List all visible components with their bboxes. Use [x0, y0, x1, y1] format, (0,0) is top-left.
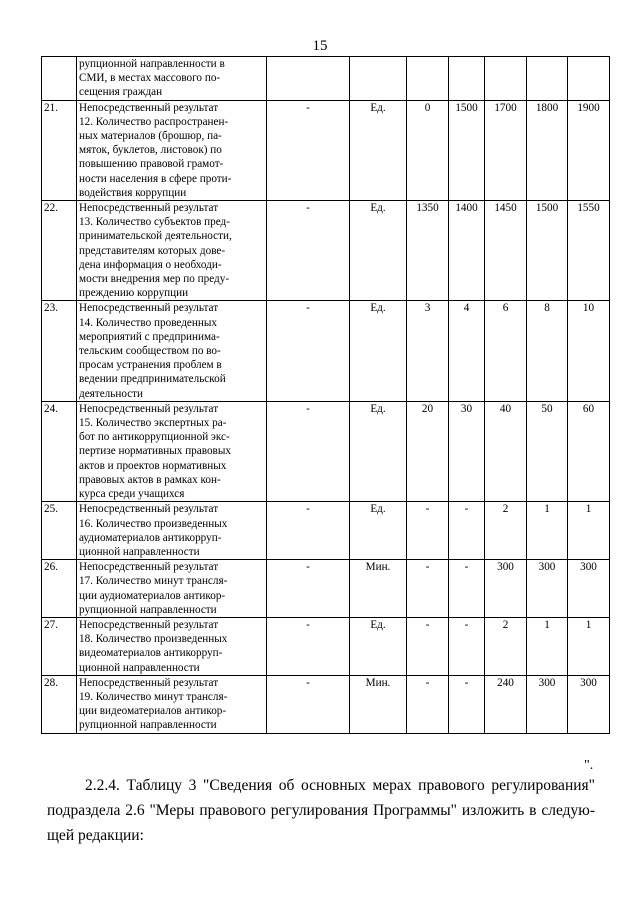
value-cell: 4: [449, 301, 485, 401]
dash-cell: -: [267, 502, 350, 560]
value-cell: 1: [527, 502, 568, 560]
value-cell: 300: [485, 560, 527, 618]
dash-cell: [267, 57, 350, 101]
description-line: преждению коррупции: [79, 287, 189, 300]
value-cell: -: [449, 617, 485, 675]
description-line: СМИ, в местах массового по-: [79, 72, 221, 85]
description-line: бот по антикоррупционной экс-: [79, 431, 230, 444]
value-cell: 1: [568, 502, 610, 560]
value-cell: 300: [568, 675, 610, 733]
description-line: аудиоматериалов антикорруп-: [79, 531, 222, 544]
description-line: тельским сообществом по во-: [79, 345, 221, 358]
description-line: 13. Количество субъектов пред-: [79, 216, 230, 229]
value-cell: 1: [527, 617, 568, 675]
value-cell: 1: [568, 617, 610, 675]
unit-cell: [350, 57, 407, 101]
description-line: 12. Количество распространен-: [79, 115, 229, 128]
value-cell: -: [449, 675, 485, 733]
dash-cell: -: [267, 201, 350, 301]
unit-cell: Ед.: [350, 502, 407, 560]
value-cell: 240: [485, 675, 527, 733]
value-cell: [407, 57, 449, 101]
value-cell: -: [407, 675, 449, 733]
description-line: 16. Количество произведенных: [79, 517, 228, 530]
value-cell: -: [449, 502, 485, 560]
description-line: 17. Количество минут трансля-: [79, 575, 228, 588]
table-row: [42, 57, 610, 101]
value-cell: [449, 57, 485, 101]
row-number: [42, 57, 77, 101]
value-cell: [485, 57, 527, 101]
description-line: ведении предпринимательской: [79, 373, 226, 386]
description-line: Непосредственный результат: [79, 561, 219, 574]
description-line: ных материалов (брошюр, па-: [79, 130, 222, 143]
value-cell: 1400: [449, 201, 485, 301]
description-line: 18. Количество произведенных: [79, 633, 228, 646]
description-line: представителям которых дове-: [79, 244, 226, 257]
value-cell: 6: [485, 301, 527, 401]
dash-cell: -: [267, 617, 350, 675]
value-cell: 1900: [568, 100, 610, 200]
description-line: курса среди учащихся: [79, 488, 185, 501]
value-cell: 0: [407, 100, 449, 200]
description-line: деятельности: [79, 387, 144, 400]
value-cell: 20: [407, 401, 449, 501]
dash-cell: -: [267, 100, 350, 200]
row-number: 26.: [42, 560, 77, 618]
value-cell: [568, 57, 610, 101]
description-line: ции аудиоматериалов антикор-: [79, 589, 226, 602]
description-line: Непосредственный результат: [79, 202, 219, 215]
value-cell: 300: [568, 560, 610, 618]
unit-cell: Ед.: [350, 401, 407, 501]
table-row: [42, 617, 610, 675]
description-line: актов и проектов нормативных: [79, 459, 227, 472]
value-cell: 300: [527, 560, 568, 618]
description-line: Непосредственный результат: [79, 101, 219, 114]
value-cell: 2: [485, 617, 527, 675]
description-line: Непосредственный результат: [79, 618, 219, 631]
description-line: рупционной направленности: [79, 719, 217, 732]
description-line: сещения граждан: [79, 86, 163, 99]
description-line: просам устранения проблем в: [79, 359, 222, 372]
result-description: [77, 301, 267, 401]
description-line: ции видеоматериалов антикор-: [79, 705, 227, 718]
result-description: [77, 401, 267, 501]
description-line: принимательской деятельности,: [79, 230, 232, 243]
value-cell: 1550: [568, 201, 610, 301]
value-cell: 10: [568, 301, 610, 401]
unit-cell: Ед.: [350, 201, 407, 301]
unit-cell: Ед.: [350, 617, 407, 675]
dash-cell: -: [267, 301, 350, 401]
table-row: [42, 301, 610, 401]
value-cell: 3: [407, 301, 449, 401]
results-table: [41, 56, 610, 734]
description-line: Непосредственный результат: [79, 302, 219, 315]
value-cell: 1800: [527, 100, 568, 200]
description-line: ционной направленности: [79, 545, 200, 558]
description-line: Непосредственный результат: [79, 676, 219, 689]
dash-cell: -: [267, 675, 350, 733]
value-cell: 1350: [407, 201, 449, 301]
unit-cell: Ед.: [350, 100, 407, 200]
description-line: водействия коррупции: [79, 186, 187, 199]
description-line: рупционной направленности: [79, 603, 217, 616]
table-row: [42, 100, 610, 200]
description-line: дена информация о необходи-: [79, 258, 222, 271]
description-line: повышению правовой грамот-: [79, 158, 224, 171]
description-line: мероприятий с предпринима-: [79, 330, 220, 343]
description-line: мости внедрения мер по преду-: [79, 273, 230, 286]
value-cell: 1500: [449, 100, 485, 200]
result-description: [77, 201, 267, 301]
description-line: ционной направленности: [79, 661, 200, 674]
value-cell: 1450: [485, 201, 527, 301]
description-line: Непосредственный результат: [79, 503, 219, 516]
description-line: видеоматериалов антикорруп-: [79, 647, 223, 660]
closing-quote: ".: [584, 758, 594, 773]
table-row: [42, 401, 610, 501]
result-description: [77, 560, 267, 618]
value-cell: 2: [485, 502, 527, 560]
row-number: 24.: [42, 401, 77, 501]
row-number: 23.: [42, 301, 77, 401]
value-cell: 1700: [485, 100, 527, 200]
description-line: правовых актов в рамках кон-: [79, 473, 221, 486]
description-line: мяток, буклетов, листовок) по: [79, 144, 222, 157]
value-cell: 1500: [527, 201, 568, 301]
table-row: [42, 675, 610, 733]
description-line: рупционной направленности в: [79, 58, 225, 70]
description-line: 15. Количество экспертных ра-: [79, 417, 227, 430]
table-row: [42, 560, 610, 618]
result-description: [77, 502, 267, 560]
row-number: 27.: [42, 617, 77, 675]
unit-cell: Мин.: [350, 560, 407, 618]
result-description: [77, 100, 267, 200]
description-line: Непосредственный результат: [79, 402, 219, 415]
result-description: [77, 675, 267, 733]
value-cell: 50: [527, 401, 568, 501]
value-cell: -: [407, 502, 449, 560]
unit-cell: Мин.: [350, 675, 407, 733]
result-description: [77, 617, 267, 675]
dash-cell: -: [267, 560, 350, 618]
description-line: 14. Количество проведенных: [79, 316, 217, 329]
dash-cell: -: [267, 401, 350, 501]
unit-cell: Ед.: [350, 301, 407, 401]
table-row: [42, 502, 610, 560]
page-number: 15: [312, 38, 328, 54]
value-cell: 300: [527, 675, 568, 733]
value-cell: -: [407, 617, 449, 675]
row-number: 25.: [42, 502, 77, 560]
result-description: [77, 57, 267, 101]
value-cell: 40: [485, 401, 527, 501]
description-line: ности населения в сфере проти-: [79, 172, 232, 185]
value-cell: 30: [449, 401, 485, 501]
row-number: 22.: [42, 201, 77, 301]
value-cell: -: [407, 560, 449, 618]
table-row: [42, 201, 610, 301]
value-cell: -: [449, 560, 485, 618]
row-number: 28.: [42, 675, 77, 733]
table-body: [42, 57, 610, 734]
description-line: 19. Количество минут трансля-: [79, 690, 228, 703]
description-line: пертизе нормативных правовых: [79, 445, 231, 458]
value-cell: [527, 57, 568, 101]
body-paragraph: 2.2.4. Таблицу 3 "Сведения об основных мерах правового регулирования" подраздела 2.6 "Меры правового регулирования Программы" изложить в следую-щей редакции:: [47, 777, 595, 844]
row-number: 21.: [42, 100, 77, 200]
value-cell: 8: [527, 301, 568, 401]
value-cell: 60: [568, 401, 610, 501]
